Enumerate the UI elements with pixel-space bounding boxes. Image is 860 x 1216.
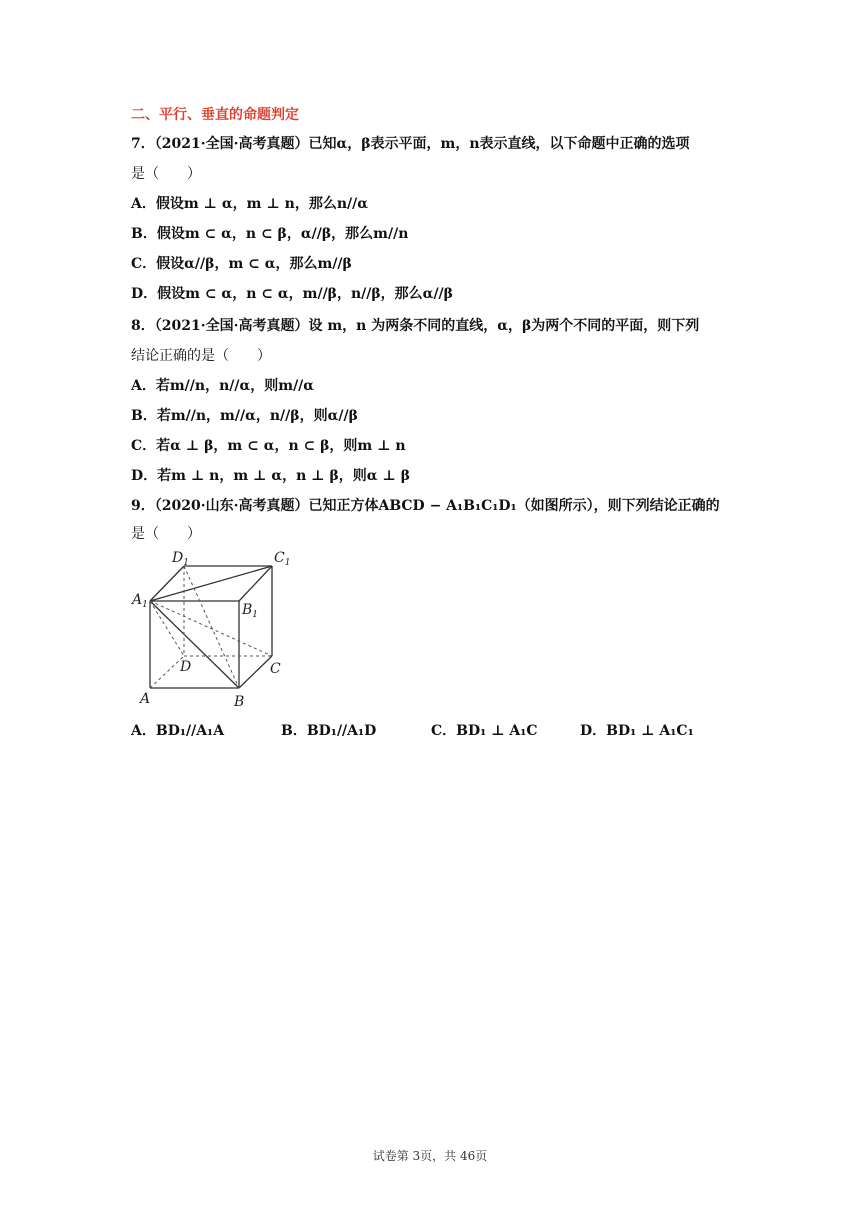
q7-stem-line2: 是（ ） xyxy=(131,166,201,182)
diag-d1-b-hidden xyxy=(184,566,239,688)
page-footer: 试卷第 3页，共 46页 xyxy=(372,1149,488,1163)
q7-option-a: A．假设m ⊥ α，m ⊥ n，那么n//α xyxy=(131,196,368,212)
q7-option-b: B．假设m ⊂ α，n ⊂ β，α//β，那么m//n xyxy=(131,226,409,242)
cube-figure xyxy=(128,548,298,713)
edge-b-c xyxy=(239,656,272,688)
q8-option-a: A．若m//n，n//α，则m//α xyxy=(131,378,315,394)
label-c1: $C_1$ xyxy=(274,550,291,568)
q7-option-c: C．假设α//β，m ⊂ α，那么m//β xyxy=(131,256,352,272)
label-b1: $B_1$ xyxy=(242,602,259,620)
q8-stem-line1: 8．（2021·全国·高考真题）设 m，n 为两条不同的直线，α，β为两个不同的平面，则下列 xyxy=(131,318,700,334)
label-d1: $D_1$ xyxy=(172,550,189,568)
q7-stem-line1: 7．（2021·全国·高考真题）已知α，β表示平面，m，n表示直线，以下命题中正确的选项 xyxy=(131,136,690,152)
edge-a-d-hidden xyxy=(150,656,184,688)
label-c: C xyxy=(270,661,281,677)
q8-option-c: C．若α ⊥ β，m ⊂ α，n ⊂ β，则m ⊥ n xyxy=(131,438,406,454)
q9-option-d: D．BD₁ ⊥ A₁C₁ xyxy=(580,723,694,739)
q9-stem-line1: 9．（2020·山东·高考真题）已知正方体ABCD − A₁B₁C₁D₁（如图所示），则下列结论正确的 xyxy=(131,498,720,514)
q8-stem-line2: 结论正确的是（ ） xyxy=(131,348,271,364)
q9-stem-line2: 是（ ） xyxy=(131,526,201,542)
diag-a1-c1 xyxy=(150,566,272,601)
q8-option-b: B．若m//n，m//α，n//β，则α//β xyxy=(131,408,358,424)
q9-option-c: C．BD₁ ⊥ A₁C xyxy=(431,723,538,739)
q9-option-b: B．BD₁//A₁D xyxy=(281,723,377,739)
section-title: 二、平行、垂直的命题判定 xyxy=(131,107,299,123)
q9-option-a: A．BD₁//A₁A xyxy=(131,723,225,739)
q7-option-d: D．假设m ⊂ α，n ⊂ α，m//β，n//β，那么α//β xyxy=(131,286,453,302)
label-d: D xyxy=(180,659,192,675)
label-a: A xyxy=(140,691,151,707)
label-a1: $A_1$ xyxy=(132,592,148,610)
label-b: B xyxy=(234,694,245,710)
q8-option-d: D．若m ⊥ n，m ⊥ α，n ⊥ β，则α ⊥ β xyxy=(131,468,411,484)
